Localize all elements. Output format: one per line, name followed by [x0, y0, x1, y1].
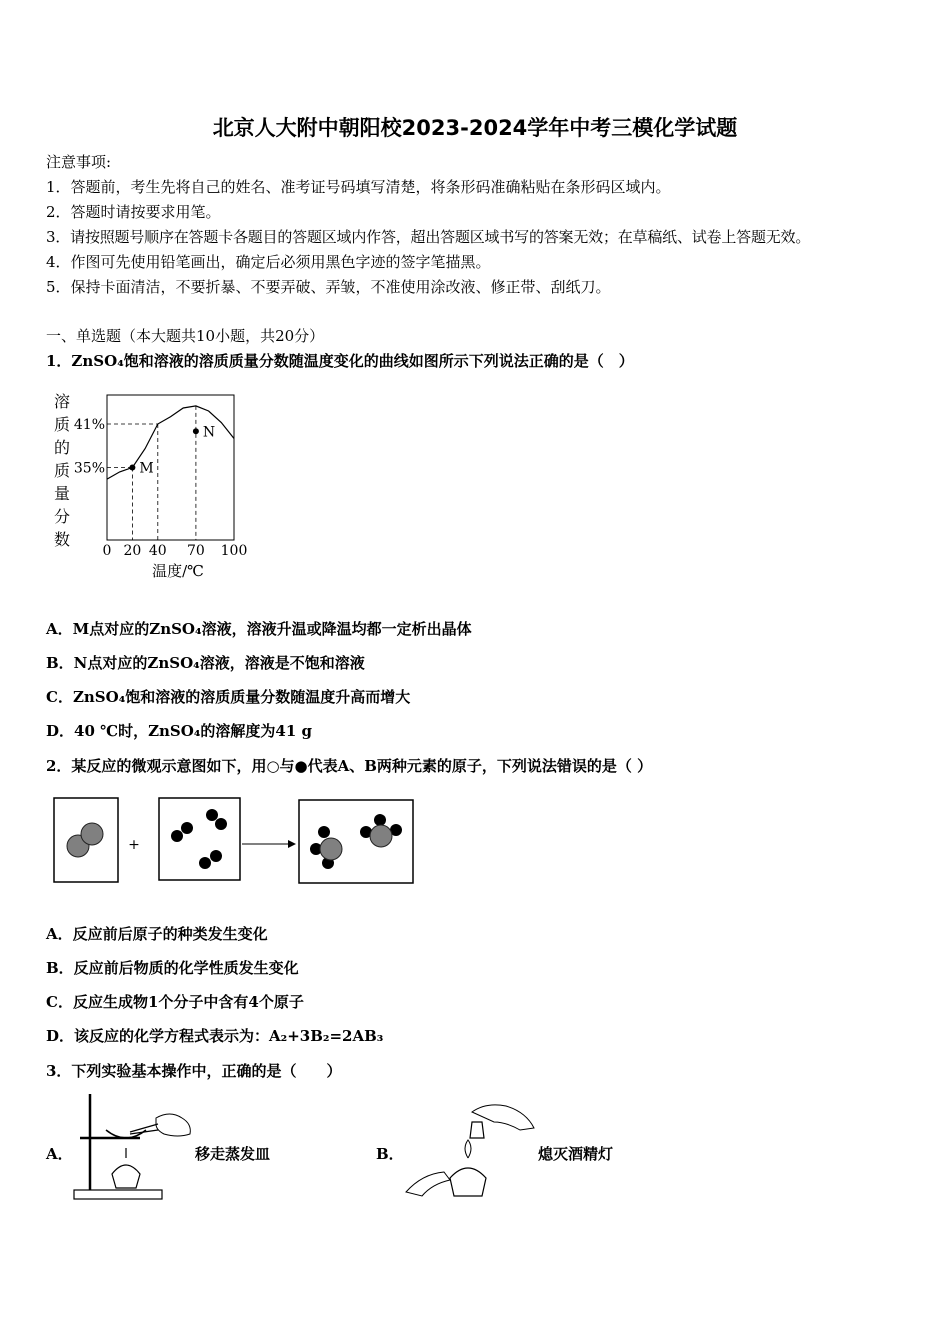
q1-stem: 1．ZnSO₄饱和溶液的溶质质量分数随温度变化的曲线如图所示下列说法正确的是（ ） — [46, 352, 634, 370]
page-title: 北京人大附中朝阳校2023-2024学年中考三模化学试题 — [212, 116, 738, 140]
x-tick-label: 20 — [123, 543, 142, 559]
notice-item: 2．答题时请按要求用笔。 — [46, 203, 221, 221]
reactant-box-b — [159, 798, 240, 880]
q1-option-c[interactable]: C．ZnSO₄饱和溶液的溶质质量分数随温度升高而增大 — [46, 688, 411, 706]
y-tick-label: 41% — [73, 417, 105, 433]
x-ticks — [103, 543, 248, 559]
flame — [465, 1140, 471, 1158]
notice-item: 5．保持卡面清洁，不要折暴、不要弄破、弄皱，不准使用涂改液、修正带、刮纸刀。 — [46, 278, 611, 296]
q3-option-b-illustration — [402, 1100, 537, 1205]
y-axis-label-char: 溶 — [53, 392, 71, 411]
atom-b — [210, 850, 222, 862]
y-axis-label-char: 的 — [53, 438, 71, 457]
atom-a — [320, 838, 342, 860]
q2-option-c[interactable]: C．反应生成物1个分子中含有4个原子 — [46, 993, 304, 1011]
q1-option-d[interactable]: D．40 ℃时，ZnSO₄的溶解度为41 g — [46, 722, 312, 740]
product-box — [299, 800, 413, 883]
q2-option-a[interactable]: A．反应前后原子的种类发生变化 — [46, 925, 268, 943]
atom-b — [199, 857, 211, 869]
x-tick-label: 40 — [148, 543, 167, 559]
atom-b — [206, 809, 218, 821]
lamp-cap — [470, 1122, 484, 1138]
data-points — [129, 424, 215, 476]
hand-left-outline — [406, 1172, 450, 1196]
notice-item: 1．答题前，考生先将自己的姓名、准考证号码填写清楚，将条形码准确粘贴在条形码区域内。 — [46, 178, 671, 196]
atom-b — [181, 822, 193, 834]
alcohol-lamp-body — [112, 1165, 140, 1188]
x-tick-label: 70 — [186, 543, 205, 559]
data-point-N — [193, 428, 199, 434]
q3-option-a-text[interactable]: 移走蒸发皿 — [195, 1145, 271, 1163]
q2-option-d[interactable]: D．该反应的化学方程式表示为：A₂+3B₂=2AB₃ — [46, 1027, 384, 1045]
plus-sign: + — [128, 837, 140, 853]
atom-a — [81, 823, 103, 845]
atom-a — [370, 825, 392, 847]
hand-top-outline — [472, 1105, 534, 1130]
atom-b — [374, 814, 386, 826]
x-axis-label: 温度/℃ — [152, 562, 204, 580]
q3-option-b-text[interactable]: 熄灭酒精灯 — [538, 1145, 614, 1163]
data-point-label: M — [139, 460, 154, 477]
reaction-arrow-head — [288, 840, 296, 848]
alcohol-lamp-body — [450, 1168, 486, 1196]
crucible-tongs — [130, 1124, 158, 1134]
q1-option-b[interactable]: B．N点对应的ZnSO₄溶液，溶液是不饱和溶液 — [46, 654, 365, 672]
notice-item: 4．作图可先使用铅笔画出，确定后必须用黑色字迹的签字笔描黑。 — [46, 253, 491, 271]
q1-solubility-chart — [46, 385, 266, 585]
q2-stem: 2．某反应的微观示意图如下，用○与●代表A、B两种元素的原子，下列说法错误的是（ ） — [46, 757, 653, 775]
q3-option-a-letter[interactable]: A． — [46, 1145, 73, 1163]
atom-b — [318, 826, 330, 838]
y-tick-label: 35% — [73, 460, 105, 477]
x-tick-label: 0 — [102, 543, 112, 559]
notice-heading: 注意事项: — [46, 153, 112, 171]
notice-item: 3．请按照题号顺序在答题卡各题目的答题区域内作答，超出答题区域书写的答案无效；在草稿纸、试卷上答题无效。 — [46, 228, 811, 246]
q3-stem: 3．下列实验基本操作中，正确的是（ ） — [46, 1062, 342, 1080]
atom-b — [215, 818, 227, 830]
y-ticks — [74, 417, 105, 477]
iron-stand-base — [74, 1190, 162, 1199]
y-axis-label-char: 质 — [53, 415, 71, 434]
q2-option-b[interactable]: B．反应前后物质的化学性质发生变化 — [46, 959, 299, 977]
data-point-label: N — [202, 424, 216, 441]
q3-option-a-illustration — [70, 1088, 195, 1203]
solubility-curve — [107, 406, 234, 479]
q3-option-b-letter[interactable]: B． — [376, 1145, 404, 1163]
y-axis-label-char: 分 — [53, 507, 71, 526]
y-axis-label-char: 质 — [53, 461, 71, 480]
atom-b — [171, 830, 183, 842]
q1-option-a[interactable]: A．M点对应的ZnSO₄溶液，溶液升温或降温均都一定析出晶体 — [46, 620, 472, 638]
q2-reaction-diagram — [50, 794, 430, 890]
section-heading: 一、单选题（本大题共10小题，共20分） — [46, 327, 325, 345]
hand-outline — [156, 1114, 190, 1136]
x-tick-label: 100 — [220, 543, 248, 559]
y-axis-label-char: 数 — [53, 530, 71, 549]
y-axis-label-char: 量 — [53, 484, 71, 503]
y-axis-label — [54, 392, 70, 549]
data-point-M — [129, 465, 135, 471]
